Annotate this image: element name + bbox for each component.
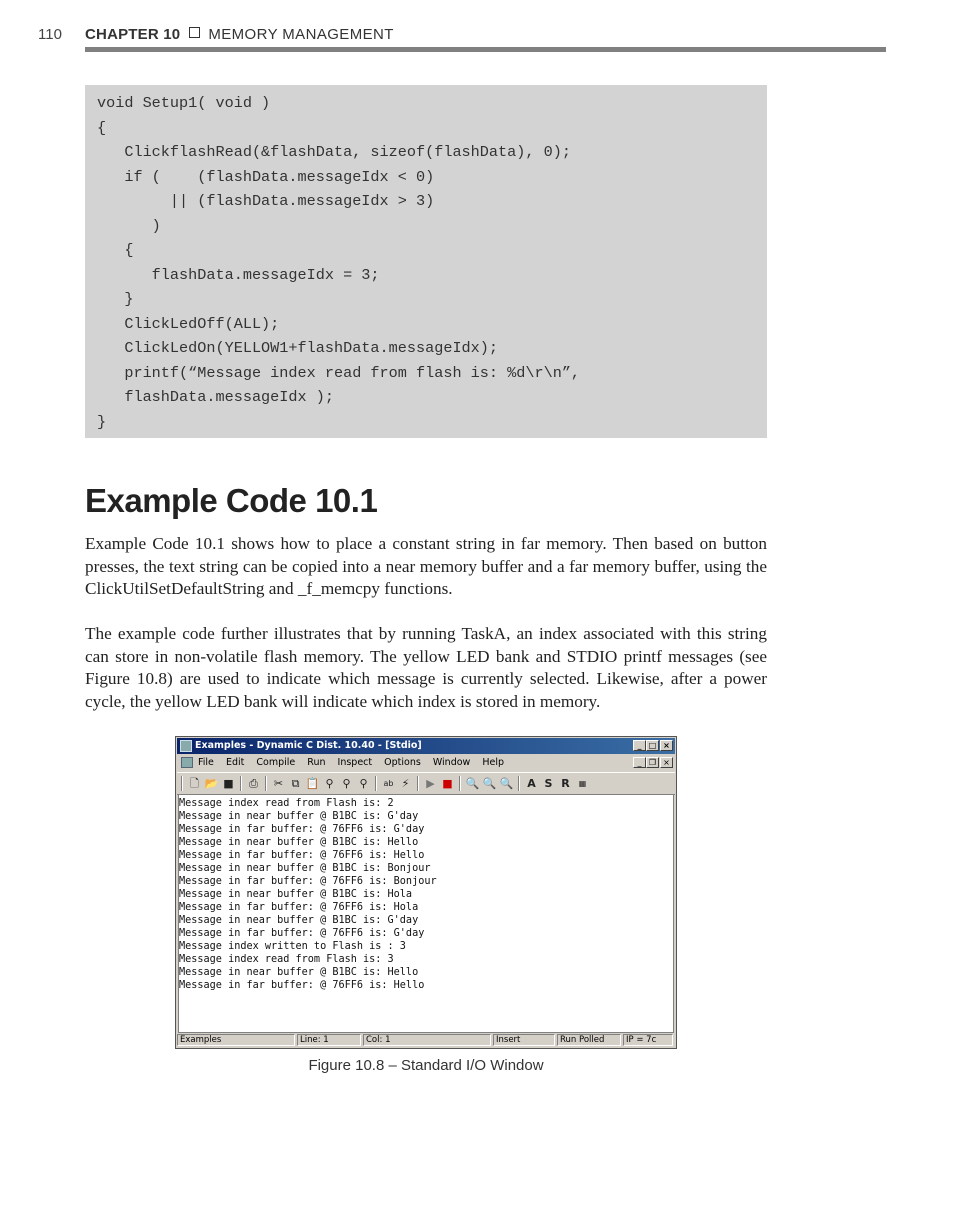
watch-icon[interactable]: 🔍: [499, 777, 514, 790]
window-titlebar: [177, 738, 675, 754]
run-icon[interactable]: ▶: [426, 777, 435, 790]
toolbar-grip: [181, 776, 183, 791]
paste-icon[interactable]: 📋: [305, 777, 320, 790]
status-insert: Insert: [493, 1034, 555, 1046]
evaluate-icon[interactable]: 🔍: [482, 777, 497, 790]
assembly-window-icon[interactable]: A: [527, 777, 536, 790]
menu-edit[interactable]: Edit: [225, 757, 245, 768]
register-window-icon[interactable]: R: [561, 777, 570, 790]
window-title: Examples - Dynamic C Dist. 10.40 - [Stdio]: [195, 740, 422, 751]
running-header: [0, 24, 954, 54]
find-icon[interactable]: ⚲: [325, 777, 334, 790]
find-next-icon[interactable]: ⚲: [342, 777, 351, 790]
menu-inspect[interactable]: Inspect: [337, 757, 373, 768]
toolbar-separator: [265, 776, 267, 791]
code-listing: void Setup1( void ) { ClickflashRead(&flashData, sizeof(flashData), 0); if ( (flashData.messageIdx < 0) || (flashData.messageIdx > 3) ) { flashData.messageIdx = 3; } ClickLedOff(ALL); ClickLedOn(YELLOW1+flashData.messageIdx); printf(“Message index read from flash is: %d\r\n”, flashData.messageIdx ); }: [97, 94, 581, 431]
menu-help[interactable]: Help: [482, 757, 505, 768]
close-icon[interactable]: ×: [660, 740, 673, 751]
status-bar: [177, 1034, 675, 1047]
toolbar-separator: [375, 776, 377, 791]
menu-file[interactable]: File: [198, 757, 214, 768]
toolbar-separator: [518, 776, 520, 791]
stop-icon[interactable]: ■: [442, 777, 453, 790]
stdio-window-icon[interactable]: ▦: [578, 779, 587, 788]
copy-icon[interactable]: ⧉: [291, 777, 300, 790]
toolbar: [177, 772, 675, 795]
figure-caption: Figure 10.8 – Standard I/O Window: [308, 1057, 544, 1074]
toolbar-separator: [240, 776, 242, 791]
app-icon: [180, 740, 192, 752]
chapter-label: CHAPTER 10: [85, 26, 181, 43]
debug-icon[interactable]: ⚡: [401, 777, 410, 790]
body-paragraph-1: Example Code 10.1 shows how to place a constant string in far memory. Then based on button presses, the text string can be copied into a near memory buffer and a far memory buffer, using the ClickUtilSetDefaultString and _f_memcpy functions.: [85, 534, 767, 598]
stack-window-icon[interactable]: S: [544, 777, 553, 790]
menu-window[interactable]: Window: [432, 757, 471, 768]
child-minimize-icon[interactable]: _: [633, 757, 646, 768]
menu-run[interactable]: Run: [307, 757, 326, 768]
page-number: 110: [38, 26, 62, 43]
status-run-mode: Run Polled: [557, 1034, 621, 1046]
status-col: Col: 1: [363, 1034, 491, 1046]
status-ip: IP = 7c: [623, 1034, 673, 1046]
status-project: Examples: [177, 1034, 295, 1046]
header-rule: [85, 47, 886, 52]
new-file-icon[interactable]: 🗋: [190, 777, 199, 790]
toolbar-separator: [459, 776, 461, 791]
document-icon: [181, 757, 193, 768]
child-restore-icon[interactable]: ❐: [646, 757, 659, 768]
open-folder-icon[interactable]: 📂: [204, 777, 219, 790]
add-watch-icon[interactable]: 🔍: [465, 777, 480, 790]
console-output: Message index read from Flash is: 2 Message in near buffer @ B1BC is: G'day Message in far buffer: @ 76FF6 is: G'day Message in near buffer @ B1BC is: Hello Message in far buffer: @ 76FF6 is: Hello Message in near buffer @ B1BC is: Bonjour Message in far buffer: @ 76FF6 is: Bonjour Message in near buffer @ B1BC is: Hola Message in far buffer: @ 76FF6 is: Hola Message in near buffer @ B1BC is: G'day Message in far buffer: @ 76FF6 is: G'day Message index written to Flash is : 3 Message index read from Flash is: 3 Message in near buffer @ B1BC is: Hello Message in far buffer: @ 76FF6 is: Hello: [179, 798, 437, 991]
code-listing-box: [85, 85, 767, 438]
save-icon[interactable]: ■: [223, 777, 234, 790]
stdio-console[interactable]: [178, 794, 674, 1033]
print-icon[interactable]: ⎙: [249, 777, 258, 790]
menu-compile[interactable]: Compile: [256, 757, 296, 768]
menu-options[interactable]: Options: [384, 757, 421, 768]
compile-icon[interactable]: ab: [383, 779, 394, 788]
replace-icon[interactable]: ⚲: [359, 777, 368, 790]
chapter-heading: [85, 26, 394, 43]
section-heading: Example Code 10.1: [85, 482, 378, 519]
toolbar-separator: [417, 776, 419, 791]
body-paragraph-2: The example code further illustrates that by running TaskA, an index associated with this string can store in non-volatile flash memory. The yellow LED bank and STDIO printf messages (see Figure 10.8) are used to indicate which message is currently selected. Likewise, after a power cycle, the yellow LED bank will indicate which index is stored in memory.: [85, 624, 767, 711]
cut-icon[interactable]: ✂: [273, 777, 284, 790]
status-line: Line: 1: [297, 1034, 361, 1046]
stdio-window-screenshot: [175, 736, 677, 1049]
chapter-title: MEMORY MANAGEMENT: [208, 26, 394, 43]
minimize-icon[interactable]: _: [633, 740, 646, 751]
maximize-icon[interactable]: □: [646, 740, 659, 751]
menu-bar: [177, 755, 675, 770]
box-separator-icon: [189, 27, 200, 38]
child-close-icon[interactable]: ×: [660, 757, 673, 768]
